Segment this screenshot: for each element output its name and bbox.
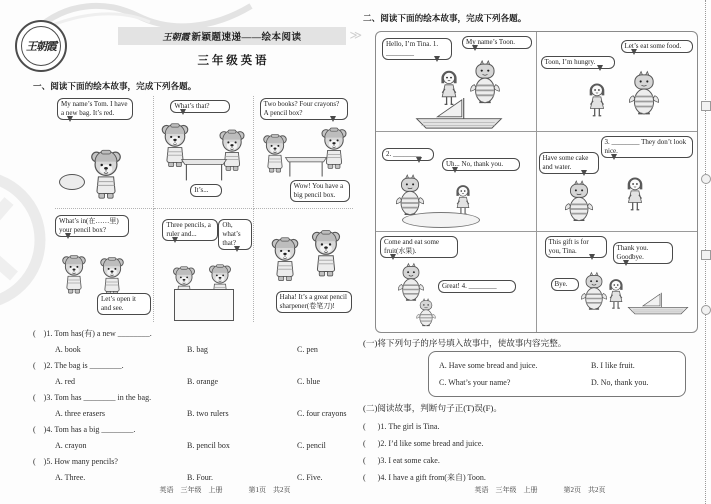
sentence-options-box (428, 351, 686, 397)
toon-character (416, 298, 436, 328)
section-2-heading: 二、阅读下面的绘本故事，完成下列各题。 (363, 13, 527, 23)
options-row (33, 437, 355, 453)
statement-text: I have a gift from(来自) Toon. (388, 473, 486, 482)
edge-mark-icon (701, 250, 711, 260)
true-false-list (363, 418, 693, 486)
footer-book: 英语 三年级 上册 (159, 486, 223, 494)
option-a: A. three erasers (55, 408, 105, 418)
question-4 (33, 421, 355, 437)
question-list-1 (33, 325, 355, 485)
answer-blank: ( )3. (363, 456, 389, 465)
statement-text: I’d like some bread and juice. (388, 439, 484, 448)
comic-panel-8 (537, 32, 698, 132)
options-row (33, 341, 355, 357)
speech-bubble: Toon, I’m hungry. (541, 56, 615, 69)
toon-character (565, 178, 593, 226)
statement-text: The girl is Tina. (388, 422, 440, 431)
comic-panel-2 (154, 96, 253, 209)
answer-blank: ( )4. (33, 424, 55, 434)
speech-bubble: It’s... (190, 184, 222, 197)
question-text: Tom has a big ________. (54, 424, 136, 434)
comic-panel-5 (154, 209, 253, 322)
option-b: B. two rulers (187, 408, 229, 418)
footer-page-number: 第2页 共2页 (563, 486, 606, 494)
speech-bubble: Oh, what’s that? (218, 219, 252, 250)
question-text: Tom has ________ in the bag. (54, 392, 152, 402)
answer-blank: ( )2. (33, 360, 55, 370)
answer-blank: ( )4. (363, 473, 389, 482)
comic-strip-2 (375, 31, 698, 333)
comic-panel-12 (537, 232, 698, 332)
speech-bubble: Thank you. Goodbye. (613, 242, 673, 264)
table-illustration (180, 158, 228, 182)
girl-character (587, 80, 607, 120)
speech-bubble: My name’s Toon. (462, 36, 532, 49)
bear-character (268, 235, 302, 283)
speech-bubble: Two books? Four crayons? A pencil box? (260, 98, 348, 120)
question-text: The bag is ________. (54, 360, 124, 370)
toon-character (396, 174, 424, 218)
option-d: D. No, thank you. (591, 378, 649, 387)
option-c: C. pen (297, 344, 318, 354)
tf-item-2 (363, 435, 693, 452)
option-a: A. red (55, 376, 75, 386)
comic-panel-10 (537, 132, 698, 232)
section-1-heading: 一、阅读下面的绘本故事，完成下列各题。 (33, 81, 197, 91)
header-brand-script: 王朝霞 (162, 31, 190, 42)
answer-blank: ( )1. (33, 328, 55, 338)
option-b: B. I like fruit. (591, 361, 635, 370)
brand-logo-text: 王朝霞 (26, 41, 56, 53)
boat-illustration (625, 288, 691, 320)
answer-blank: ( )5. (33, 456, 55, 466)
boat-illustration (404, 98, 514, 130)
speech-bubble: My name’s Tom. I have a new bag. It’s red. (57, 98, 133, 120)
tf-item-1 (363, 418, 693, 435)
speech-bubble: Hello, I’m Tina. 1. ________ (382, 38, 452, 60)
header-banner (118, 27, 362, 45)
comic-panel-9 (376, 132, 537, 232)
comic-panel-7 (376, 32, 537, 132)
edge-mark-icon (701, 305, 711, 315)
option-b: B. Four. (187, 472, 214, 482)
bear-character (87, 146, 125, 202)
toon-character (581, 270, 607, 314)
option-b: B. orange (187, 376, 219, 386)
watermark-seal (0, 166, 54, 316)
speech-bubble: Let’s open it and see. (97, 293, 151, 315)
option-a: A. Have some bread and juice. (439, 361, 538, 370)
tf-item-3 (363, 452, 693, 469)
page-title: 三 年 级 英 语 (197, 55, 267, 67)
speech-bubble: Come and eat some fruit(水果). (380, 236, 458, 258)
table-illustration (284, 156, 328, 178)
speech-bubble: Uh... No, thank you. (442, 158, 520, 171)
options-row (439, 357, 675, 374)
question-1 (33, 325, 355, 341)
header-title: 新颖题速递——绘本阅读 (191, 33, 302, 43)
option-c: C. blue (297, 376, 321, 386)
speech-bubble: What’s that? (170, 100, 230, 113)
speech-bubble: Bye. (551, 278, 579, 291)
option-c: C. pencil (297, 440, 326, 450)
chevron-right-icon: ≫ (349, 28, 362, 42)
question-text: How many pencils? (54, 456, 118, 466)
bear-character (59, 253, 89, 295)
option-c: C. Five. (297, 472, 323, 482)
option-b: B. bag (187, 344, 208, 354)
answer-blank: ( )2. (363, 439, 389, 448)
comic-panel-4 (55, 209, 154, 322)
pencil-box-illustration (174, 289, 234, 321)
option-c: C. What’s your name? (439, 378, 511, 387)
question-2 (33, 357, 355, 373)
bush-illustration (59, 174, 85, 190)
edge-mark-icon (701, 174, 711, 184)
table-illustration (402, 212, 480, 228)
options-row (439, 374, 675, 391)
option-a: A. crayon (55, 440, 87, 450)
option-a: A. book (55, 344, 81, 354)
options-row (33, 469, 355, 485)
speech-bubble: 3. ________ They don’t look nice. (601, 136, 693, 158)
speech-bubble: Three pencils, a ruler and... (162, 219, 218, 241)
footer-book: 英语 三年级 上册 (474, 486, 538, 494)
tf-item-4 (363, 469, 693, 486)
statement-text: I eat some cake. (388, 456, 440, 465)
comic-panel-1 (55, 96, 154, 209)
comic-panel-6 (254, 209, 353, 322)
comic-strip-1 (55, 96, 353, 322)
question-5 (33, 453, 355, 469)
comic-panel-3 (254, 96, 353, 209)
footer-page-number: 第1页 共2页 (248, 486, 291, 494)
option-b: B. pencil box (187, 440, 230, 450)
options-row (33, 405, 355, 421)
speech-bubble: Great! 4. ________ (438, 280, 516, 293)
speech-bubble: Haha! It’s a great pencil sharpener(卷笔刀)! (276, 291, 352, 313)
page-footer-left (95, 485, 355, 495)
option-c: C. four crayons (297, 408, 347, 418)
girl-character (607, 276, 625, 312)
toon-character (629, 70, 659, 118)
option-a: A. Three. (55, 472, 86, 482)
edge-mark-icon (701, 101, 711, 111)
part-1-heading: (一)将下列句子的序号填入故事中，使故事内容完整。 (363, 338, 567, 348)
comic-panel-11 (376, 232, 537, 332)
speech-bubble: Wow! You have a big pencil box. (290, 180, 350, 202)
options-row (33, 373, 355, 389)
question-3 (33, 389, 355, 405)
page-footer-right (410, 485, 670, 495)
answer-blank: ( )1. (363, 422, 389, 431)
answer-blank: ( )3. (33, 392, 55, 402)
speech-bubble: This gift is for you, Tina. (545, 236, 607, 258)
question-text: Tom has(有) a new ________. (54, 328, 152, 338)
bear-character (97, 255, 127, 297)
girl-character (625, 174, 645, 214)
speech-bubble: Let’s eat some food. (621, 40, 693, 53)
brand-logo (15, 20, 67, 72)
speech-bubble: 2. ________ (382, 148, 434, 161)
speech-bubble: Have some cake and water. (539, 152, 599, 174)
speech-bubble: What’s in(在……里) your pencil box? (55, 215, 129, 237)
bear-character (308, 227, 344, 279)
part-2-heading: (二)阅读故事，判断句子正(T)误(F)。 (363, 403, 502, 413)
